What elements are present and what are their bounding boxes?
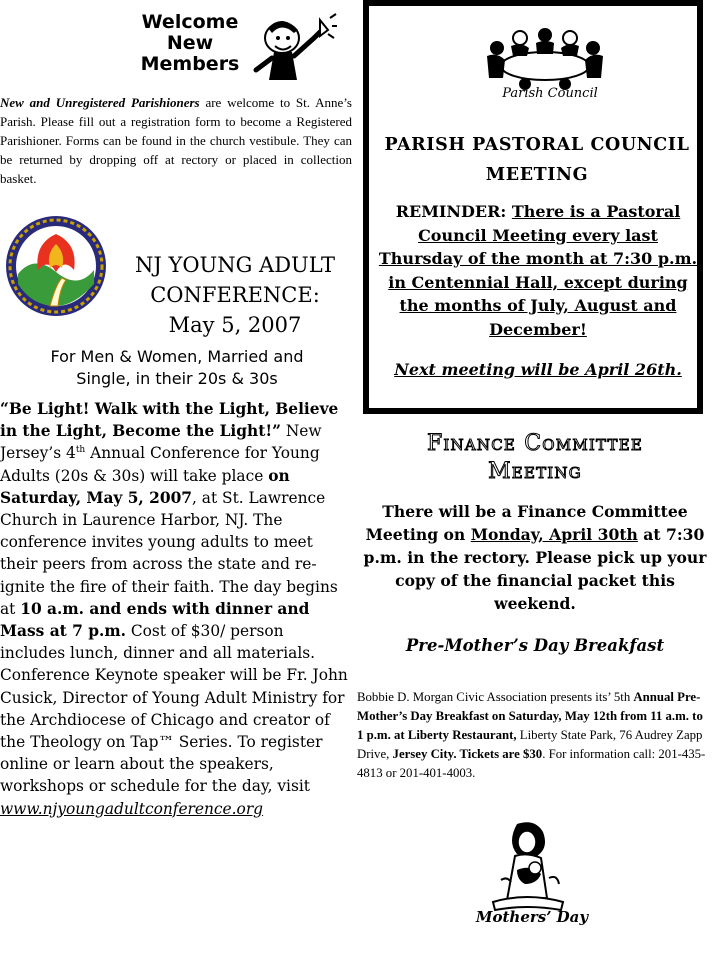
welcome-title: Welcome New Members — [140, 11, 240, 75]
finance-body: There will be a Finance Committee Meeting on Monday, April 30th at 7:30 p.m. in the rectory. Please pick up your copy of the financial packet this weekend. — [363, 502, 707, 613]
council-next-meeting: Next meeting will be April 26th. — [394, 360, 682, 379]
welcome-emphasis: New and Unregistered Parishioners — [0, 95, 200, 110]
people-around-table-icon — [475, 26, 615, 92]
nj-young-adult-conference-logo — [4, 214, 108, 318]
conference-website-link[interactable]: www.njyoungadultconference.org — [0, 799, 264, 818]
nj-conference-body: “Be Light! Walk with the Light, Believe in the Light, Become the Light!” New Jersey’s 4th Annual Conference for Young Adults (20s & 30s) will take place on Saturday, May 5, 2007, at St. Lawrence Church in Laurence Harbor, NJ. The conference invites young adults to meet their peers from across the state and re-ignite the fire of their faith. The day begins at 10 a.m. and ends with dinner and Mass at 7 p.m. Cost of $30/ person includes lunch, dinner and all materials. Conference Keynote speaker will be Fr. John Cusick, Director of Young Adult Ministry for the Archdiocese of Chicago and creator of the Theology on Tap™ Series. To register online or learn about the speakers, workshops or schedule for the day, visit www.njyoungadultconference.org — [0, 400, 348, 818]
mothers-day-caption: Mothers’ Day — [475, 908, 589, 926]
welcome-text: New and Unregistered Parishioners are welcome to St. Anne’s Parish. Please fill out a registration form to become a Registered Parishioner. Forms can be found in the church vestibule. They can be returned by dropping off at rectory or placed in collection basket. — [0, 95, 352, 186]
nj-conference-subtitle: For Men & Women, Married and Single, in their 20s & 30s — [50, 347, 304, 388]
mother-and-child-icon — [487, 818, 569, 918]
finance-heading: Finance Committee Meeting — [426, 431, 644, 484]
breakfast-body: Bobbie D. Morgan Civic Association presents its’ 5th Annual Pre-Mother’s Day Breakfast on Saturday, May 12th from 11 a.m. to 1 p.m. at Liberty Restaurant, Liberty State Park, 76 Audrey Zapp Drive, Jersey City. Tickets are $30. For information call: 201-435-4813 or 201-401-4003. — [357, 690, 706, 780]
council-reminder: REMINDER: There is a Pastoral Council Meeting every last Thursday of the month at 7:30 p.m. in Centennial Hall, except during the months of July, August and December! — [378, 202, 698, 339]
council-caption: Parish Council — [502, 86, 598, 101]
cartoon-man-waving-icon — [242, 8, 338, 84]
breakfast-title: Pre-Mother’s Day Breakfast — [405, 636, 665, 655]
nj-conference-title: NJ YOUNG ADULT CONFERENCE: May 5, 2007 — [134, 253, 335, 337]
council-heading: PARISH PASTORAL COUNCIL MEETING — [384, 135, 690, 185]
